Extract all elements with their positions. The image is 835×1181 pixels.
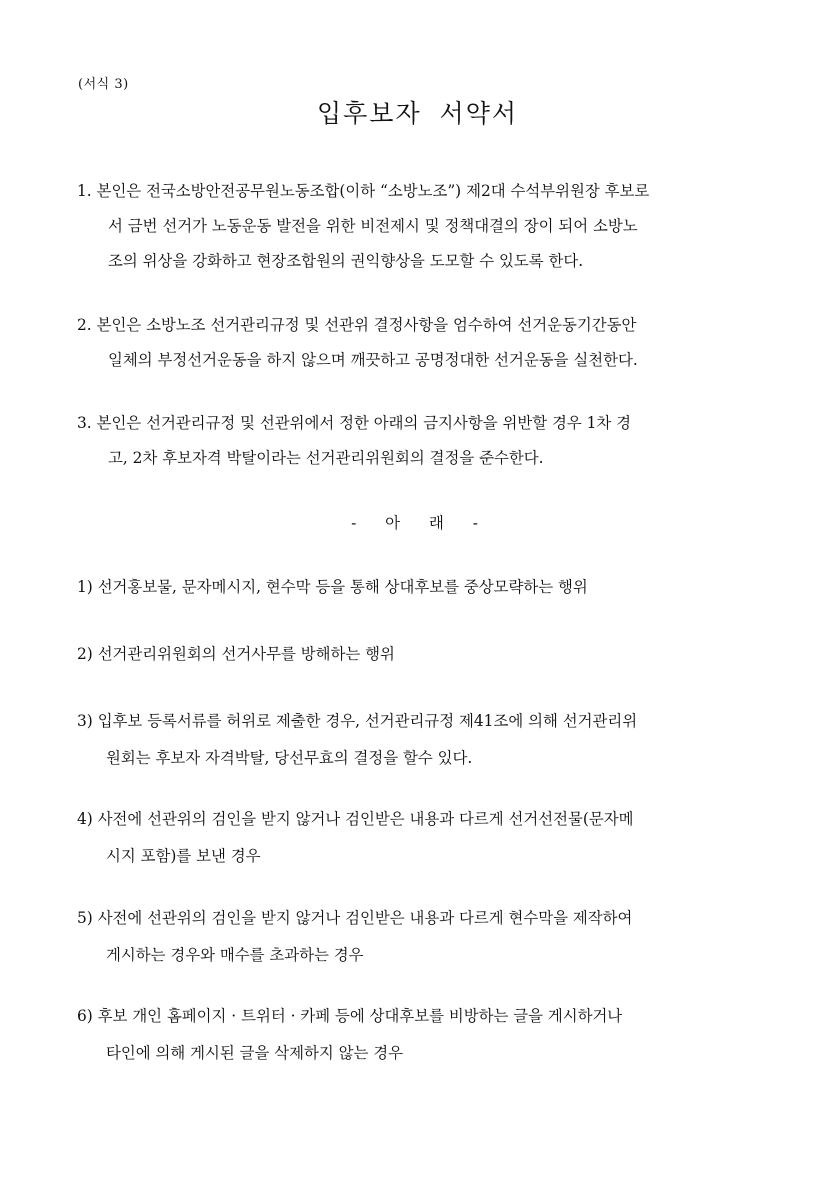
page-title: 입후보자 서약서 (317, 99, 518, 128)
item-line: 게시하는 경우와 매수를 초과하는 경우 (106, 946, 364, 964)
prohibited-item-2 (77, 636, 757, 673)
item-line: 1) 선거홍보물, 문자메시지, 현수막 등을 통해 상대후보를 중상모략하는 행위 (77, 578, 588, 596)
item-line: 원회는 후보자 자격박탈, 당선무효의 결정을 할수 있다. (106, 749, 473, 767)
item-line: 타인에 의해 게시된 글을 삭제하지 않는 경우 (106, 1044, 403, 1062)
paragraph-line: 조의 위상을 강화하고 현장조합원의 권익향상을 도모할 수 있도록 한다. (108, 252, 584, 270)
prohibited-item-6 (77, 998, 757, 1072)
paragraph-line: 일체의 부정선거운동을 하지 않으며 깨끗하고 공명정대한 선거운동을 실천한다. (108, 351, 638, 369)
item-line: 시지 포함)를 보낸 경우 (106, 847, 261, 865)
section-subheading: - 아 래 - (351, 514, 484, 532)
item-line: 5) 사전에 선관위의 검인을 받지 않거나 검인받은 내용과 다르게 현수막을 제작하여 (77, 909, 633, 927)
pledge-paragraph-3 (77, 406, 757, 476)
item-line: 4) 사전에 선관위의 검인을 받지 않거나 검인받은 내용과 다르게 선거선전물(문자메 (77, 810, 634, 828)
pledge-paragraph-1 (77, 174, 757, 279)
paragraph-line: 2. 본인은 소방노조 선거관리규정 및 선관위 결정사항을 엄수하여 선거운동기간동안 (77, 316, 637, 334)
paragraph-line: 고, 2차 후보자격 박탈이라는 선거관리위원회의 결정을 준수한다. (108, 449, 544, 467)
prohibited-item-3 (77, 703, 757, 777)
prohibited-item-4 (77, 801, 757, 875)
form-number-label: (서식 3) (78, 77, 129, 92)
pledge-paragraph-2 (77, 308, 757, 378)
paragraph-line: 3. 본인은 선거관리규정 및 선관위에서 정한 아래의 금지사항을 위반할 경우 1차 경 (77, 414, 632, 432)
item-line: 6) 후보 개인 홈페이지 · 트위터 · 카페 등에 상대후보를 비방하는 글을 게시하거나 (77, 1007, 623, 1025)
paragraph-line: 1. 본인은 전국소방안전공무원노동조합(이하 “소방노조”) 제2대 수석부위원장 후보로 (77, 182, 650, 200)
prohibited-item-5 (77, 900, 757, 974)
paragraph-line: 서 금번 선거가 노동운동 발전을 위한 비전제시 및 정책대결의 장이 되어 소방노 (108, 217, 638, 235)
item-line: 3) 입후보 등록서류를 허위로 제출한 경우, 선거관리규정 제41조에 의해 선거관리위 (77, 712, 638, 730)
item-line: 2) 선거관리위원회의 선거사무를 방해하는 행위 (77, 645, 395, 663)
prohibited-item-1 (77, 569, 757, 606)
